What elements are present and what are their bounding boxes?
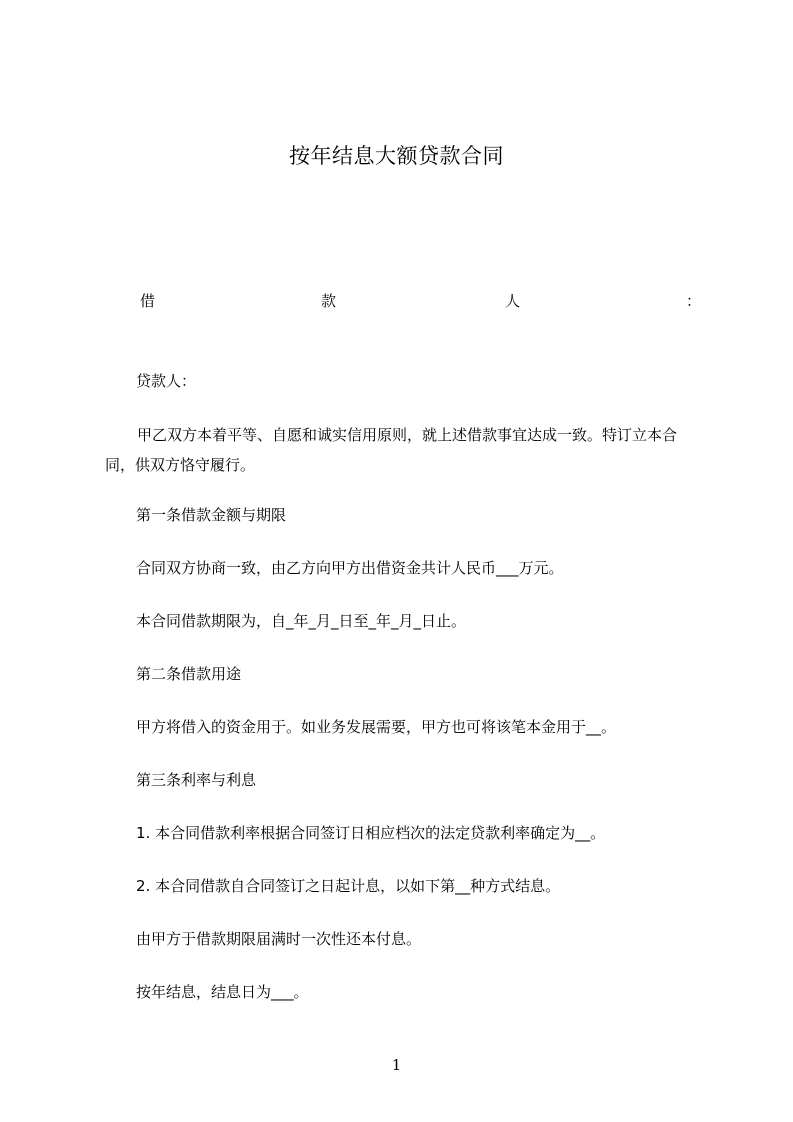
borrower-label <box>140 289 702 313</box>
borrower-colon: ： <box>686 292 702 310</box>
section-3-interest-clause: 2. 本合同借款自合同签订之日起计息，以如下第__种方式结息。 <box>136 877 561 895</box>
section-1-amount-clause: 合同双方协商一致，由乙方向甲方出借资金共计人民币___万元。 <box>136 559 564 577</box>
page-number: 1 <box>391 1056 402 1074</box>
borrower-char-2: 款 <box>321 292 337 310</box>
borrower-char-1: 借 <box>140 292 156 310</box>
section-3-lump-sum-option: 由甲方于借款期限届满时一次性还本付息。 <box>136 930 422 948</box>
section-2-purpose-clause: 甲方将借入的资金用于。如业务发展需要，甲方也可将该笔本金用于__。 <box>136 718 617 736</box>
section-1-term-clause: 本合同借款期限为，自_年_月_日至_年_月_日止。 <box>136 612 467 630</box>
document-title: 按年结息大额贷款合同 <box>289 144 504 168</box>
lender-label: 贷款人： <box>136 372 197 390</box>
intro-paragraph: 甲乙双方本着平等、自愿和诚实信用原则，就上述借款事宜达成一致。特订立本合同，供双方恪守履行。 <box>105 426 678 474</box>
borrower-char-3: 人 <box>505 292 521 310</box>
section-3-heading: 第三条利率与利息 <box>136 771 257 789</box>
section-2-heading: 第二条借款用途 <box>136 665 242 683</box>
section-3-annual-option: 按年结息，结息日为___。 <box>136 983 309 1001</box>
section-1-heading: 第一条借款金额与期限 <box>136 506 287 524</box>
section-3-rate-clause: 1. 本合同借款利率根据合同签订日相应档次的法定贷款利率确定为__。 <box>136 824 606 842</box>
